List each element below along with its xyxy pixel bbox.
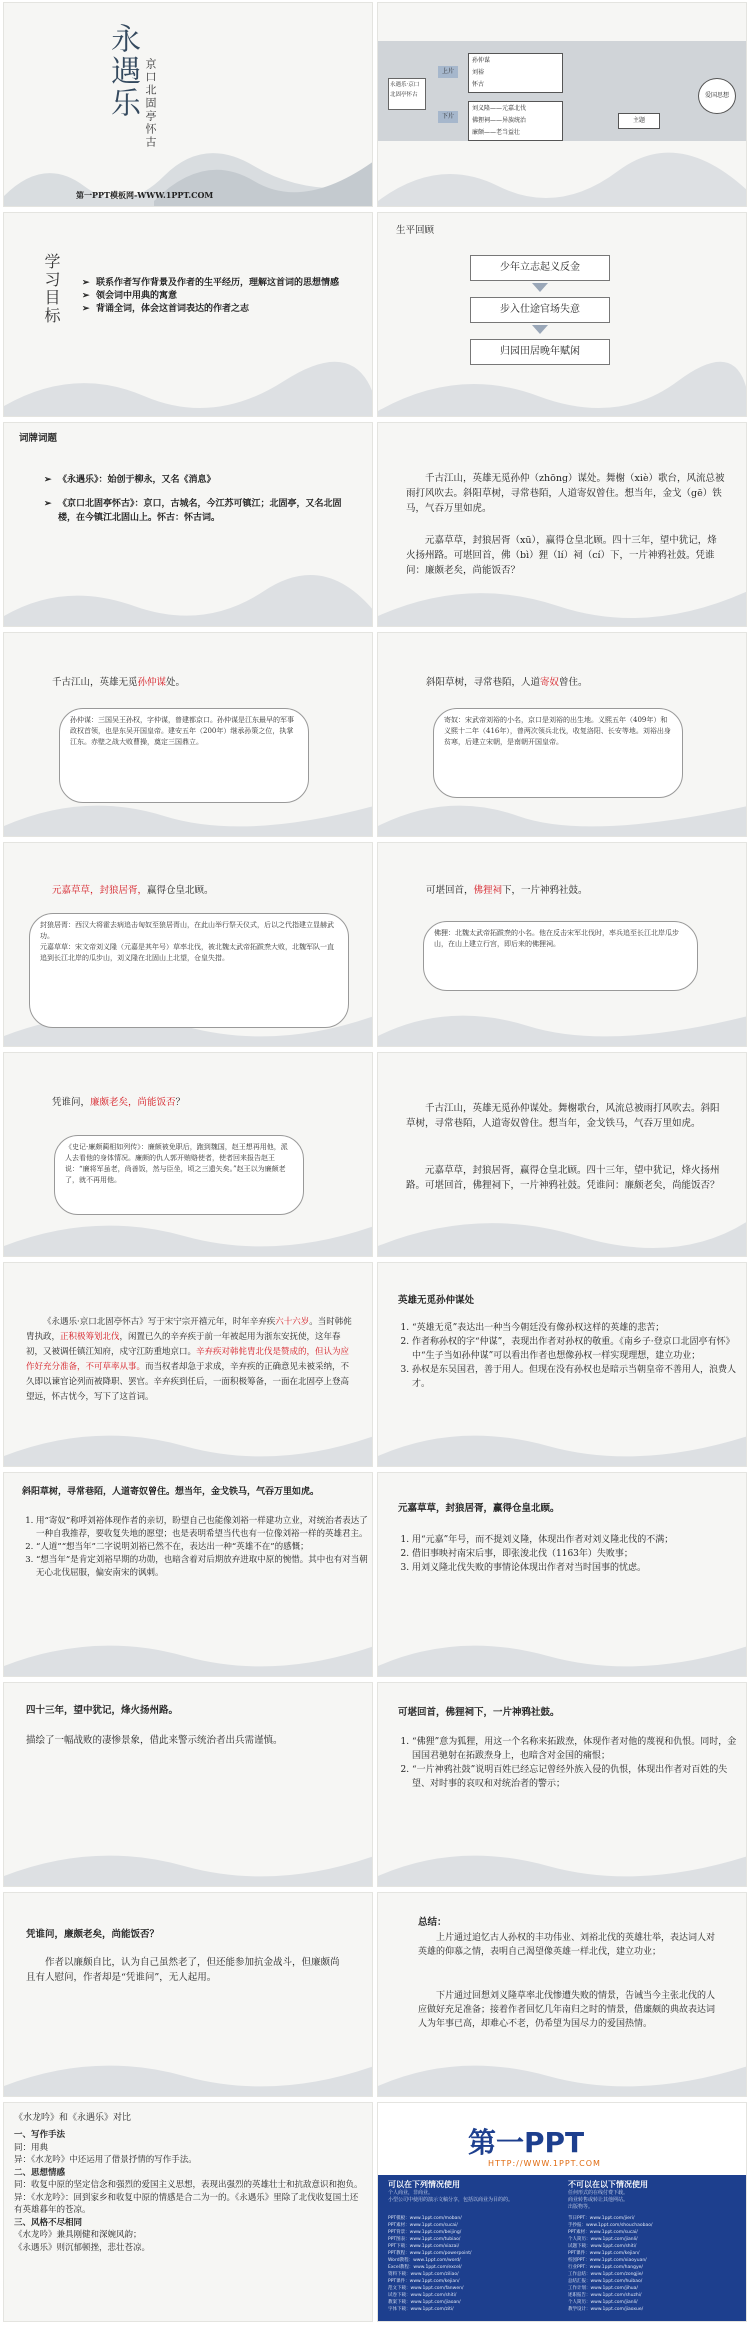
bg-text: 。当时韩侂胄执政， [26,1317,352,1342]
resource-link[interactable]: 工作总结：www.1ppt.com/zongjie/ [568,2272,644,2277]
slide-3-goal-list [82,277,347,316]
life-step-1: 少年立志起义反金 [470,255,610,281]
resource-link[interactable]: PPT素材：www.1ppt.com/sucai/ [388,2223,458,2228]
slide-1-subtitle: 京口北固亭怀古 [144,58,157,149]
brand-logo: 第一PPT [468,2126,585,2159]
slide-9-line [52,883,214,898]
resource-link[interactable]: 教案下载：www.1ppt.com/jiaoan/ [388,2300,461,2305]
license-panel [378,2175,747,2322]
resource-link[interactable]: 手抄报：www.1ppt.com/shouchaobao/ [568,2223,653,2228]
compare-sections [14,2129,364,2254]
life-step-2: 步入仕途官场失意 [470,297,610,323]
mountain-illustration [4,2006,373,2096]
slide-16-title: 元嘉草草，封狼居胥，赢得仓皇北顾。 [398,1503,560,1514]
slide-14-list [398,1321,742,1391]
slide-11-line [52,1095,185,1110]
analysis-item: 3. “想当年”是肯定刘裕早期的功勋，也暗含着对后期放弃进取中原的惋惜。其中也有对当朝无心北伐屈服，偏安南宋的讽刺。 [36,1554,371,1580]
slide-3-goals [3,212,373,417]
poem-part-1: 千古江山，英雄无觅孙仲谋处。舞榭歌台，风流总被雨打风吹去。斜阳草树，寻常巷陌，人道寄奴曾住。想当年，金戈铁马，气吞万里如虎。 [406,1103,720,1129]
resource-link[interactable]: PPT下载：www.1ppt.com/xiazai/ [388,2244,460,2249]
compare-line: 《永遇乐》则沉郁顿挫，悲壮苍凉。 [14,2242,151,2253]
forbidden-lines [568,2190,738,2211]
analysis-item: 2. 借旧事映衬南宋后事，即张浚北伐（1163年）失败事； [412,1547,742,1561]
resource-link[interactable]: PPT素材：www.1ppt.com/sucai/ [568,2230,638,2235]
line-text: 赢得仓皇北顾。 [147,885,214,896]
note-text: 元嘉草草：宋文帝刘义隆（元嘉是其年号）草率北伐，被北魏太武帝拓跋焘大败，北魏军队一直追到长江北岸的瓜步山，刘义隆在北固山上北望，仓皇失措。 [40,943,334,962]
slide-15-title: 斜阳草树，寻常巷陌，人道寄奴曾住。想当年，金戈铁马，气吞万里如虎。 [22,1487,320,1497]
slide-14-analysis [377,1262,747,1467]
slide-20-title: 总结： [418,1917,447,1928]
summary-paragraph: 下片通过回想刘义隆草率北伐惨遭失败的情景，告诫当今主张北伐的人应做好充足准备；接着作者回忆几年南归之时的情景，借廉颇的典故表达词人为年事已高，却难心不老，仍希望为国尽力的爱国热情。 [418,1991,716,2029]
highlight-text: 佛狸祠 [473,885,503,896]
mountain-illustration [4,536,373,626]
summary-paragraph: 上片通过追忆古人孙权的丰功伟业、刘裕北伐的英雄壮举，表达词人对英雄的仰慕之情，表明自己渴望像英雄一样北伐，建立功业； [418,1933,716,1957]
resource-link[interactable]: PPT课件：www.1ppt.com/kejian/ [388,2279,460,2284]
analysis-item: 1. 用“寄奴”称呼刘裕体现作者的亲切，盼望自己也能像刘裕一样建功立业，对统治者表达了一种自我推荐，要收复失地的愿望；也是表明希望当代也有一位像刘裕一样的英雄君主。 [36,1515,371,1541]
slide-1-title [3,2,373,207]
resource-link[interactable]: 教学设计：www.1ppt.com/jiaoxue/ [568,2307,644,2312]
resource-link[interactable]: PPT教程：www.1ppt.com/powerpoint/ [388,2251,472,2256]
resource-link[interactable]: 述职报告：www.1ppt.com/shuzhi/ [568,2293,642,2298]
slide-10-folici [377,842,747,1047]
mindmap-top-branch: 上片 [438,66,458,78]
resource-link[interactable]: 节日PPT：www.1ppt.com/jieri/ [568,2216,635,2221]
compare-line: 异：《水龙吟》中还运用了借景抒情的写作手法。 [14,2155,197,2165]
slide-3-title: 学习目标 [42,253,61,325]
slide-18-title: 可堪回首，佛狸祠下，一片神鸦社鼓。 [398,1707,560,1718]
slide-19-text: 作者以廉颇自比，认为自己虽然老了，但还能参加抗金战斗，但廉颇尚且有人慰问，作者却是“凭谁问”，无人起用。 [26,1957,340,1983]
slide-16-analysis [377,1472,747,1677]
slide-16-list [398,1533,742,1575]
line-text: 凭谁问， [52,1097,91,1108]
analysis-item: 1. 用“元嘉”年号，而不提刘义隆，体现出作者对刘义隆北伐的不满； [412,1533,742,1547]
highlight-text: 寄奴 [540,677,560,688]
bg-text: 辛弃疾到任后，一面积极筹备，一面在北固亭上登高望远，怀古忧今，写下了这首词。 [26,1377,350,1402]
life-step-3: 归园田居晚年赋闲 [470,339,610,365]
line-text: 处。 [166,677,186,688]
analysis-item: 2. “人道”“想当年”二字说明刘裕已然不在，表达出一种“英雄不在”的感慨； [36,1541,371,1554]
goal-item: ➢ 背诵全词，体会这首词表达的作者之志 [82,303,347,316]
down-arrow-icon [532,325,548,334]
links-right [568,2215,738,2313]
mindmap-bottom-item: 佛狸祠——异族统治 [472,117,527,124]
mindmap-right-top: 主题 [618,113,660,129]
analysis-item: 3. 孙权是东吴国君，善于用人。但现在没有孙权也是暗示当朝皇帝不善用人，浪费人才。 [412,1363,742,1391]
slide-15-analysis [3,1472,373,1677]
line-text: 千古江山，英雄无觅 [52,677,138,688]
slide-18-list [398,1735,742,1791]
resource-link[interactable]: PPT图表：www.1ppt.com/tubiao/ [388,2237,461,2242]
resource-link[interactable]: PPT背景：www.1ppt.com/beijing/ [388,2230,462,2235]
highlight-text: 廉颇老矣，尚能饭否 [90,1097,176,1108]
mindmap-top-items [468,53,563,93]
line-text: 下，一片神鸦社鼓。 [502,885,588,896]
slide-4-title: 生平回顾 [396,225,435,236]
slide-1-website: 第一PPT模板网-WWW.1PPT.COM [76,190,214,200]
line-text: 可堪回首， [426,885,474,896]
resource-link[interactable]: 工作计划：www.1ppt.com/jihua/ [568,2286,638,2291]
analysis-item: 1. “佛狸”意为狐狸，用这一个名称来拓跋焘，体现作者对他的蔑视和仇恨。同时，金国国君驰射在拓跋焘身上，也暗含对金国的痛恨； [412,1735,742,1763]
slide-8-jinu [377,632,747,837]
compare-line: 异：《水龙吟》：回到家乡和收复中原的情感是合二为一的。《永遇乐》里除了北伐收复国土还有英雄暮年的苍凉。 [14,2192,359,2215]
slide-4-life [377,212,747,417]
down-arrow-icon [532,283,548,292]
slide-8-line [426,675,588,690]
poem-part-2: 元嘉草草，封狼居胥（xū），赢得仓皇北顾。四十三年，望中犹记，烽火扬州路。可堪回首，佛（bì）狸（lí）祠（cí）下，一片神鸦社鼓。凭谁问：廉颇老矣，尚能饭否？ [406,535,717,576]
bg-text: ，闲置已久的辛弃疾于前一年被起用为浙东安抚使，这年春初，又被调任镇江知府，戍守江防重地京口。 [26,1332,341,1357]
compare-line: 同：用典 [14,2142,49,2153]
analysis-item: 1. “英雄无觅”表达出一种当今朝廷没有像孙权这样的英雄的悲苦； [412,1321,742,1335]
compare-heading: 三、风格不尽相同 [14,2217,83,2228]
mindmap-bottom-items [468,101,563,141]
resource-link[interactable]: 总结汇报：www.1ppt.com/huibao/ [568,2279,643,2284]
note-bubble: 孙仲谋：三国吴王孙权，字仲谋，曾建都京口。孙仲谋是江东最早的军事政权首领，也是东吴开国皇帝。建安五年（200年）继承孙策之位，执掌江东。赤壁之战大败曹操，奠定三国鼎立。 [59,708,309,803]
mindmap-bottom-branch: 下片 [438,111,458,123]
cipai-item: ➢ 《京口北固亭怀古》：京口，古城名，今江苏可镇江；北固亭，又名北固楼，在今镇江北固山上。怀古：怀古词。 [44,497,344,525]
resource-link[interactable]: 资料下载：www.1ppt.com/ziliao/ [388,2272,459,2277]
resource-link[interactable]: PPT模板：www.1ppt.com/moban/ [388,2216,462,2221]
brand-url[interactable]: HTTP://WWW.1PPT.COM [488,2159,601,2168]
allowed-line: 个人商业，非商业。 [388,2190,434,2196]
goal-item: ➢ 领会词中用典的寓意 [82,290,347,303]
slide-17-text: 描绘了一幅战败的凄惨景象，借此来警示统治者出兵需谨慎。 [26,1735,283,1746]
line-text: ？ [175,1097,186,1108]
note-bubble: 寄奴：宋武帝刘裕的小名，京口是刘裕的出生地。义熙五年（409年）和义熙十二年（416年），曾两次领兵北伐，收复洛阳、长安等地。刘裕出身贫寒，后建立宋朝，是南朝开国皇帝。 [433,708,683,798]
resource-link[interactable]: Excel教程：www.1ppt.com/excel/ [388,2265,462,2270]
resource-link[interactable]: 校园PPT：www.1ppt.com/xiaoyuan/ [568,2258,647,2263]
mindmap-bottom-item: 廉颇——老当益壮 [472,129,521,136]
line-text: 曾住。 [559,677,588,688]
mountain-illustration [4,1586,373,1676]
resource-link[interactable]: 范文下载：www.1ppt.com/fanwen/ [388,2286,464,2291]
slide-21-compare [3,2102,373,2322]
resource-link[interactable]: PPT课件：www.1ppt.com/kejian/ [568,2251,640,2256]
mountain-illustration [4,1796,373,1886]
slide-19-analysis [3,1892,373,2097]
slide-9-yuanjia [3,842,373,1047]
links-left [388,2215,558,2313]
note-bubble: 佛狸：北魏太武帝拓跋焘的小名。他在反击宋军北伐时，率兵追至长江北岸瓜步山，在山上建立行宫，即后来的佛狸祠。 [423,921,698,991]
slide-19-title: 凭谁问，廉颇老矣，尚能饭否？ [26,1929,160,1940]
mindmap-top-item: 怀古 [472,81,485,88]
mountain-illustration [378,1796,747,1886]
highlight-text: 孙仲谋 [137,677,167,688]
resource-link[interactable]: 试卷下载：www.1ppt.com/shiti/ [388,2293,457,2298]
allowed-heading: 可以在下列情况使用 [388,2180,460,2189]
note-bubble [29,913,349,1028]
allowed-lines [388,2190,558,2204]
resource-link[interactable]: 试题下载：www.1ppt.com/shiti/ [568,2244,637,2249]
bg-highlight: 但认为应作好充分准备，不可草率从事。 [26,1347,350,1372]
analysis-item: 3. 用刘义隆北伐失败的事情论体现出作者对当时国事的忧虑。 [412,1561,742,1575]
slide-14-title: 英雄无觅孙仲谋处 [398,1295,475,1306]
slide-15-list [22,1515,371,1580]
slide-7-line [52,675,185,690]
poem-part-1: 千古江山，英雄无觅孙仲（zhōng）谋处。舞榭（xiè）歌台，风流总被雨打风吹去。斜阳草树，寻常巷陌，人道寄奴曾住。想当年，金戈（gē）铁马，气吞万里如虎。 [406,473,725,514]
slide-17-analysis [3,1682,373,1887]
forbidden-line: 任何形式的在线付费下载。 [568,2190,629,2196]
resource-link[interactable]: 字体下载：www.1ppt.com/ziti/ [388,2307,454,2312]
slide-5-title: 词牌词题 [19,433,58,444]
slide-21-title: 《水龙吟》和《永遇乐》对比 [14,2113,132,2123]
slide-22-license [377,2102,747,2322]
slide-5-cipai [3,422,373,627]
line-text: 斜阳草树，寻常巷陌，人道 [426,677,541,688]
slide-17-title: 四十三年，望中犹记，烽火扬州路。 [26,1705,179,1716]
slide-5-list [44,473,344,525]
mindmap-right-bottom: 爱国思想 [698,78,736,114]
forbidden-line: 出版物等。 [568,2204,594,2210]
compare-line: 同：收复中原的坚定信念和强烈的爱国主义思想，表现出强烈的英雄壮士和抗敌意识和抱负。 [14,2180,363,2190]
mindmap-top-item: 刘裕 [472,69,485,76]
note-text: 封狼居胥：西汉大将霍去病追击匈奴至狼居胥山，在此山举行祭天仪式，后以之代指建立显赫武功。 [40,921,334,940]
resource-link[interactable]: 个人简历：www.1ppt.com/jianli/ [568,2237,638,2242]
mindmap-center: 永遇乐·京口北固亭怀古 [388,78,426,110]
forbidden-line: 商业转售或转让其他网站。 [568,2197,629,2203]
slide-13-background [3,1262,373,1467]
slide-7-sunzhongmou [3,632,373,837]
slide-18-analysis [377,1682,747,1887]
slide-10-line [426,883,588,898]
bg-highlight: 辛弃疾对韩侂胄北伐是赞成的， [196,1347,316,1357]
allowed-line: 小型公司中使用的演示文稿分享，包括以商业为目的的。 [388,2197,514,2203]
compare-heading: 一、写作手法 [14,2130,66,2140]
slide-1-main-title: 永遇乐 [105,23,140,119]
highlight-text: 元嘉草草，封狼居胥， [52,885,148,896]
resource-link[interactable]: Word教程：www.1ppt.com/word/ [388,2258,461,2263]
mindmap-bottom-item: 刘义隆——元嘉北伐 [472,105,527,112]
background-paragraph [26,1315,356,1405]
poem-part-2: 元嘉草草，封狼居胥，赢得仓皇北顾。四十三年，望中犹记，烽火扬州路。可堪回首，佛狸祠下，一片神鸦社鼓。凭谁问：廉颇老矣，尚能饭否？ [406,1165,720,1191]
mindmap-top-item: 孙仲谋 [472,57,491,64]
compare-line: 《水龙吟》兼具刚健和深婉风韵； [14,2230,142,2240]
bg-highlight: 正积极筹划北伐 [60,1332,120,1342]
bg-text: 而当权者却急于求成，辛弃疾的正确意见未被采纳，不久即以谏官论列而被降职、罢官。 [26,1362,350,1387]
cipai-item: ➢ 《永遇乐》：始创于柳永，又名《消息》 [44,473,344,487]
slide-2-mindmap [377,2,747,207]
analysis-item: 2. “一片神鸦社鼓”说明百姓已经忘记曾经外族入侵的仇恨，体现出作者对百姓的失望、对时事的哀叹和对统治者的警示； [412,1763,742,1791]
goal-item: ➢ 联系作者写作背景及作者的生平经历，理解这首词的思想情感 [82,277,347,290]
analysis-item: 2. 作者称孙权的字“仲谋”，表现出作者对孙权的敬重。《南乡子·登京口北固亭有怀》中“生子当如孙仲谋”可以看出作者也想像孙权一样实现理想，建立功业； [412,1335,742,1363]
bg-highlight: 六十六岁 [275,1317,310,1327]
bg-text: 《永遇乐·京口北固亭怀古》写于宋宁宗开禧元年，时年辛弃疾 [43,1317,276,1327]
forbidden-heading: 不可以在以下情况使用 [568,2180,648,2189]
slide-6-poem [377,422,747,627]
resource-link[interactable]: 个人简历：www.1ppt.com/jianli/ [568,2300,638,2305]
note-bubble: 《史记·廉颇蔺相如列传》：廉颇被免职后，跑到魏国，赵王想再用他，派人去看他的身体情况。廉颇的仇人郭开贿赂使者，使者回来报告赵王说：“廉将军虽老，尚善饭，然与臣坐，顷之三遗矢矣。”赵王以为廉颇老了，就不再用他。 [54,1135,304,1215]
mountain-illustration [4,326,373,416]
mountain-illustration [378,1586,747,1676]
resource-link[interactable]: 行业PPT：www.1ppt.com/hangye/ [568,2265,643,2270]
slide-20-summary [377,1892,747,2097]
slide-11-lianpo [3,1052,373,1257]
compare-heading: 二、思想情感 [14,2167,66,2178]
slide-12-poem [377,1052,747,1257]
